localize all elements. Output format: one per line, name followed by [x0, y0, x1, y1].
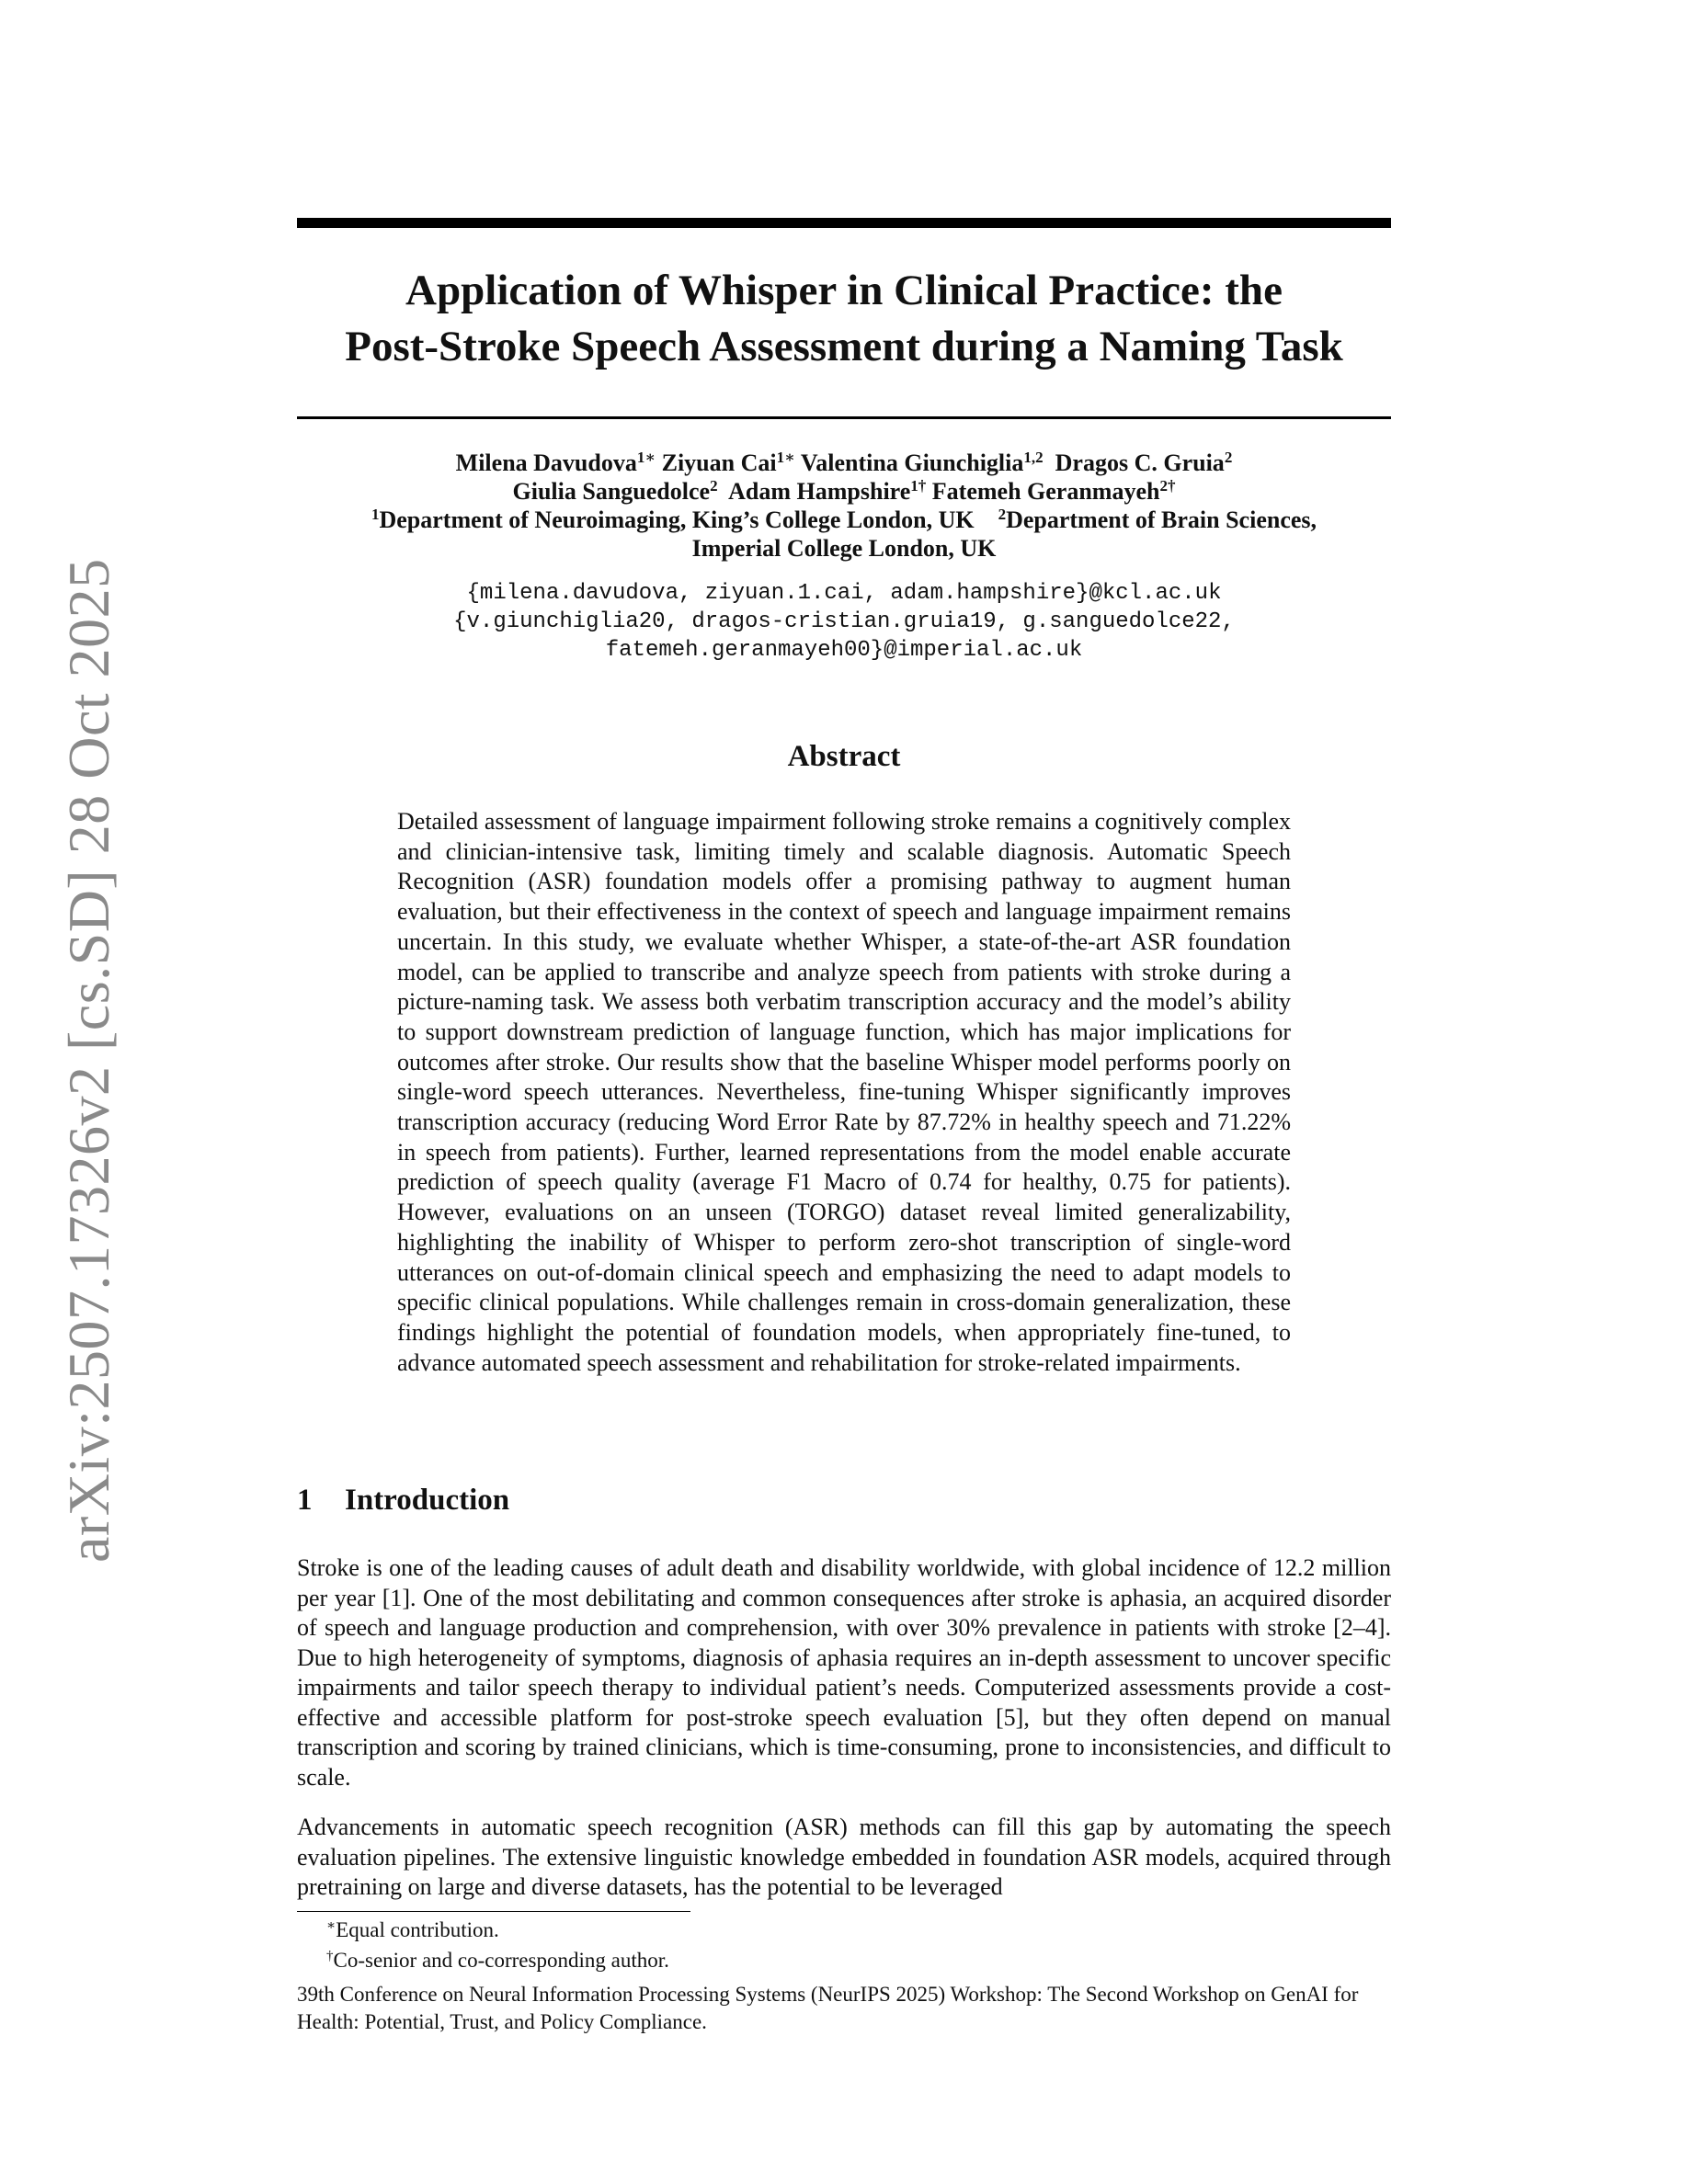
section-title: Introduction [345, 1484, 510, 1517]
affiliation-line [297, 506, 1391, 534]
author-name: Valentina Giunchiglia [800, 449, 1024, 476]
intro-paragraph-2: Advancements in automatic speech recognition (ASR) methods can fill this gap by automating the speech evaluation pipelines. The extensive linguistic knowledge embedded in foundation ASR models, acquired through pretraining on large and diverse datasets, has the potential to be leveraged [297, 1814, 1391, 1900]
venue-note: 39th Conference on Neural Information Processing Systems (NeurIPS 2025) Workshop: The Second Workshop on GenAI for Health: Potential, Trust, and Policy Compliance. [297, 1983, 1359, 2033]
intro-paragraph-1: Stroke is one of the leading causes of adult death and disability worldwide, with global incidence of 12.2 million per year [1]. One of the most debilitating and common consequences after stroke is aphasia, an acquired disorder of speech and language production and comprehension, with over 30% prevalence in patients with stroke [2–4]. Due to high heterogeneity of symptoms, diagnosis of aphasia requires an in-depth assessment to uncover specific impairments and tailor speech therapy to individual patient’s needs. Computerized assessments provide a cost-effective and accessible platform for post-stroke speech evaluation [5], but they often depend on manual transcription and scoring by trained clinicians, which is time-consuming, prone to inconsistencies, and difficult to scale. [297, 1554, 1391, 1791]
paper-title [297, 263, 1391, 375]
affiliation-line-2: Imperial College London, UK [691, 535, 997, 562]
author-name: Adam Hampshire [728, 478, 911, 505]
section-heading-introduction [297, 1484, 509, 1518]
author-mark: 2† [1159, 477, 1176, 495]
author-mark: 2 [710, 477, 718, 495]
abstract-text: Detailed assessment of language impairment following stroke remains a cognitively complex and clinician-intensive task, limiting timely and scalable diagnosis. Automatic Speech Recognition (ASR) foundation models offer a promising pathway to augment human evaluation, but their effectiveness in the context of speech and language impairment remains uncertain. In this study, we evaluate whether Whisper, a state-of-the-art ASR foundation model, can be applied to transcribe and analyze speech from patients with stroke during a picture-naming task. We assess both verbatim transcription accuracy and the model’s ability to support downstream prediction of language function, which has major implications for outcomes after stroke. Our results show that the baseline Whisper model performs poorly on single-word speech utterances. Nevertheless, fine-tuning Whisper significantly improves transcription accuracy (reducing Word Error Rate by 87.72% in healthy speech and 71.22% in speech from patients). Further, learned representations from the model enable accurate prediction of speech quality (average F1 Macro of 0.74 for healthy, 0.75 for patients). However, evaluations on an unseen (TORGO) dataset reveal limited generalizability, highlighting the inability of Whisper to perform zero-shot transcription of single-word utterances on out-of-domain clinical speech and emphasizing the need to adapt models to specific clinical populations. While challenges remain in cross-domain generalization, these findings highlight the potential of foundation models, when appropriately fine-tuned, to advance automated speech assessment and rehabilitation for stroke-related impairments. [397, 808, 1291, 1376]
footnote-mark: ∗ [326, 1918, 336, 1933]
affiliation-mark: 2 [998, 506, 1007, 523]
email-line-2: {v.giunchiglia20, dragos-cristian.gruia19, g.sanguedolce22, [453, 609, 1235, 634]
footnote-2: †Co-senior and co-corresponding author. [326, 1949, 669, 1972]
title-rule-bottom [297, 416, 1391, 419]
author-mark: 2 [1224, 449, 1233, 466]
affiliation-mark: 1 [371, 506, 380, 523]
affiliation-1: Department of Neuroimaging, King’s College London, UK [379, 506, 975, 533]
email-block [297, 579, 1391, 665]
footnotes [326, 1915, 1384, 1975]
author-mark: 1∗ [776, 449, 795, 466]
affiliation-2: Department of Brain Sciences, [1006, 506, 1317, 533]
author-mark: 1† [910, 477, 927, 495]
author-line-1 [297, 449, 1391, 477]
author-mark: 1∗ [636, 449, 656, 466]
footnote-mark: † [326, 1949, 334, 1963]
arxiv-identifier: arXiv:2507.17326v2 [cs.SD] 28 Oct 2025 [56, 558, 121, 1563]
title-rule-top [297, 218, 1391, 228]
author-block [297, 449, 1391, 563]
email-line-3: fatemeh.geranmayeh00}@imperial.ac.uk [605, 638, 1083, 663]
author-line-2 [297, 477, 1391, 506]
email-line-1: {milena.davudova, ziyuan.1.cai, adam.hampshire}@kcl.ac.uk [466, 581, 1222, 606]
footnote-rule [297, 1911, 690, 1912]
title-line-1: Application of Whisper in Clinical Practice: the [405, 267, 1283, 314]
author-name: Giulia Sanguedolce [512, 478, 711, 505]
section-number: 1 [297, 1484, 313, 1517]
title-line-2: Post-Stroke Speech Assessment during a Naming Task [345, 323, 1343, 370]
author-mark: 1,2 [1023, 449, 1044, 466]
author-name: Ziyuan Cai [661, 449, 777, 476]
abstract-heading: Abstract [787, 740, 901, 773]
author-name: Milena Davudova [455, 449, 637, 476]
footnote-1: ∗Equal contribution. [326, 1918, 499, 1941]
author-name: Dragos C. Gruia [1055, 449, 1225, 476]
author-name: Fatemeh Geranmayeh [931, 478, 1160, 505]
